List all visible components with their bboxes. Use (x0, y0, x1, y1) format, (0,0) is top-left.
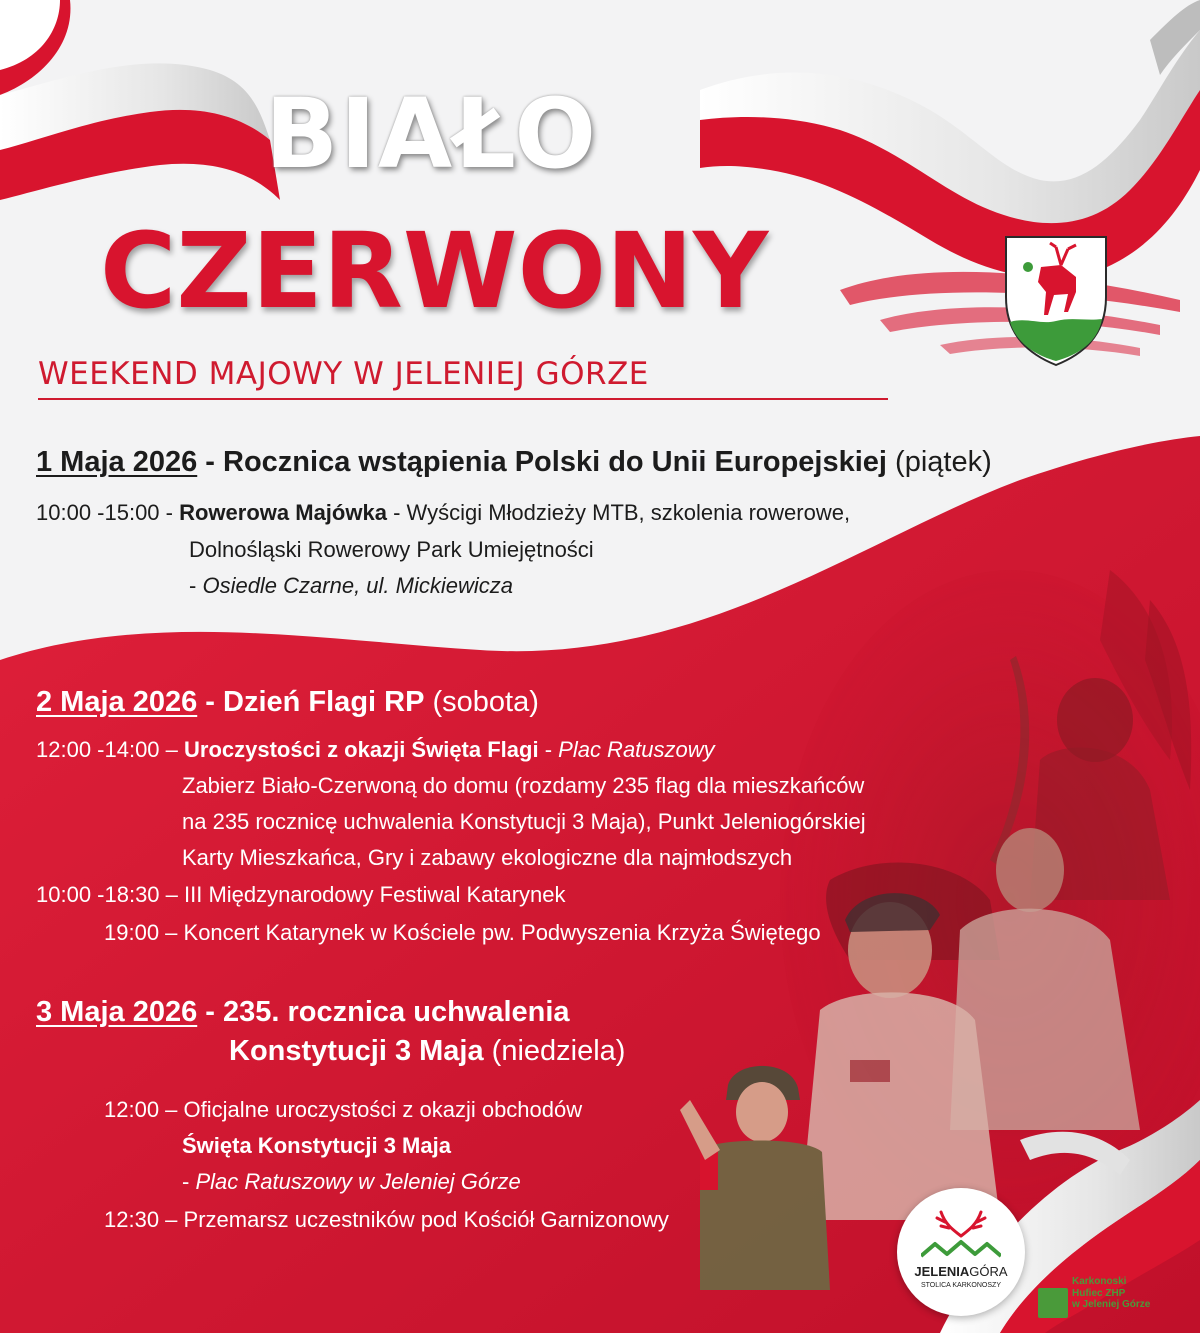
day3-event-1-line-1 (104, 1097, 582, 1123)
day3-event-1-title: Święta Konstytucji 3 Maja (182, 1133, 451, 1158)
day3-event-1-location (182, 1169, 521, 1195)
jelenia-gora-logo (897, 1188, 1025, 1316)
event-time: 10:00 -15:00 - (36, 500, 180, 525)
location-prefix: - (189, 573, 203, 598)
day2-event-1-desc-1: Zabierz Biało-Czerwoną do domu (rozdamy 235 flag dla mieszkańców (182, 773, 865, 798)
mountains-icon (921, 1238, 1001, 1258)
event-time: 19:00 – (104, 920, 184, 945)
day3-event-2 (104, 1207, 669, 1233)
event-text: Koncert Katarynek w Kościele pw. Podwyszenia Krzyża Świętego (183, 920, 821, 945)
day1-name: Rocznica wstąpienia Polski do Unii Europejskiej (223, 446, 887, 478)
event-desc: - Wyścigi Młodzieży MTB, szkolenia rowerowe, (386, 500, 851, 525)
day2-event-3 (104, 920, 821, 946)
day2-sep: - (197, 686, 224, 718)
day3-weekday: (niedziela) (483, 1035, 626, 1067)
zhp-logo (1038, 1272, 1188, 1327)
event-time: 12:00 – (104, 1097, 184, 1122)
event-sep: - (538, 737, 559, 762)
zhp-line-1: Karkonoski (1072, 1276, 1127, 1287)
day1-event-1-location (189, 573, 513, 599)
event-text: Oficjalne uroczystości z okazji obchodów (183, 1097, 583, 1122)
day1-event-1-line-1 (36, 500, 850, 526)
subtitle: WEEKEND MAJOWY W JELENIEJ GÓRZE (38, 356, 888, 400)
logo-city-name-2: GÓRA (969, 1264, 1008, 1279)
day2-event-2 (36, 882, 566, 908)
day1-date: 1 Maja 2026 (36, 446, 198, 478)
day3-name-1: 235. rocznica uchwalenia (223, 996, 570, 1028)
day2-event-1-desc-3: Karty Mieszkańca, Gry i zabawy ekologiczne dla najmłodszych (182, 845, 793, 870)
day2-date: 2 Maja 2026 (36, 686, 198, 718)
day3-name-2: Konstytucji 3 Maja (229, 1035, 484, 1067)
title-line-1: BIAŁO (265, 78, 599, 190)
day3-sep: - (197, 996, 224, 1028)
day2-weekday: (sobota) (424, 686, 539, 718)
zhp-text (1072, 1276, 1182, 1311)
event-title: Uroczystości z okazji Święta Flagi (184, 737, 539, 762)
event-text: III Międzynarodowy Festiwal Katarynek (184, 882, 566, 907)
event-title: Rowerowa Majówka (179, 500, 387, 525)
day1-weekday: (piątek) (886, 446, 992, 478)
location-prefix: - (182, 1169, 196, 1194)
event-text: Przemarsz uczestników pod Kościół Garnizonowy (183, 1207, 669, 1232)
antlers-icon (931, 1208, 991, 1238)
zhp-line-2: Hufiec ZHP (1072, 1287, 1126, 1299)
day1-heading (36, 446, 992, 479)
logo-city-name (897, 1264, 1025, 1279)
event-location: Osiedle Czarne, ul. Mickiewicza (202, 573, 513, 598)
day2-heading (36, 686, 539, 719)
event-time: 12:30 – (104, 1207, 184, 1232)
zhp-emblem-icon (1038, 1288, 1068, 1318)
day3-heading-line-1 (36, 996, 570, 1029)
logo-tagline: STOLICA KARKONOSZY (920, 1282, 1001, 1289)
event-time: 10:00 -18:30 – (36, 882, 185, 907)
day2-event-1-desc-2: na 235 rocznicę uchwalenia Konstytucji 3 Maja), Punkt Jeleniogórskiej (182, 809, 866, 834)
title-line-2: CZERWONY (100, 210, 769, 332)
event-location: Plac Ratuszowy (558, 737, 715, 762)
day3-date: 3 Maja 2026 (36, 996, 198, 1028)
zhp-line-3: w Jeleniej Górze (1072, 1299, 1151, 1310)
day2-event-1-line-1 (36, 737, 715, 763)
day3-heading-line-2 (229, 1035, 625, 1068)
day1-sep: - (197, 446, 224, 478)
day2-name: Dzień Flagi RP (223, 686, 425, 718)
logo-city-name-1: JELENIA (914, 1264, 970, 1279)
day1-event-1-line-2: Dolnośląski Rowerowy Park Umiejętności (189, 537, 594, 562)
event-time: 12:00 -14:00 – (36, 737, 185, 762)
event-location: Plac Ratuszowy w Jeleniej Górze (195, 1169, 521, 1194)
